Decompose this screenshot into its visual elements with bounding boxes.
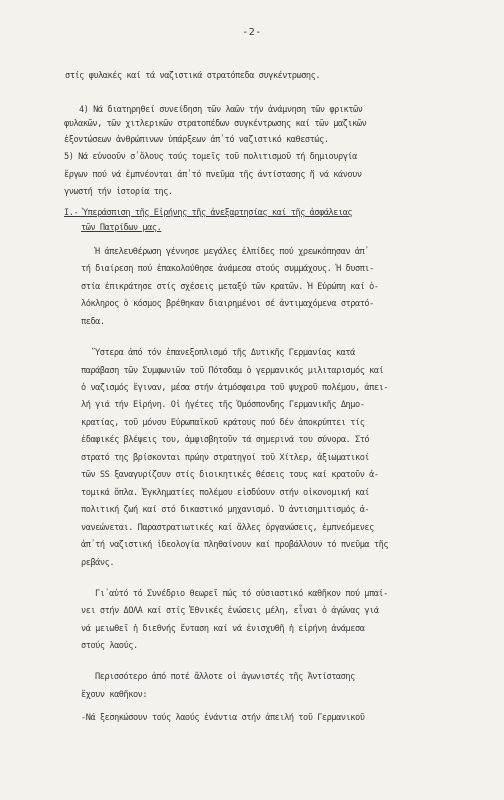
text-line: Ἡ ἀπελευθέρωση γέννησε μεγάλες ἐλπίδες πού χρεωκόπησαν ἀπ᾽	[95, 247, 369, 257]
text-line: κρατίας, τοῦ μόνου Εὐρωπαϊκοῦ κράτους πού δέν ἀποκρύπτει τίς	[81, 418, 365, 428]
text-line: στία ἐπικράτησε στίς σχέσεις μεταξύ τῶν κρατῶν. Ἡ Εὐρώπη καί ὁ-	[81, 282, 379, 292]
page-number: -2-	[242, 27, 262, 38]
text-line: φυλακῶν, τῶν χιτλερικῶν στρατοπέδων συγκέντρωσης καί τῶν μαζικῶν	[64, 119, 367, 129]
text-line: νανεώνεται. Παραστρατιωτικές καί ἄλλες ὀργανώσεις, ἐμπνεόμενες	[81, 523, 374, 533]
text-line: -Νά ξεσηκώσουν τούς λαούς ἐνάντια στήν ἀπειλή τοῦ Γερμανικοῦ	[81, 713, 365, 723]
text-line: τή διαίρεση πού ἐπακολούθησε ἀνάμεσα στούς συμμάχους. Ἡ δυσπι-	[81, 264, 374, 274]
text-line: νει στήν ΔΟΛΑ καί στίς Ἐθνικές ἑνώσεις μέλη, εἶναι ὁ ἀγώνας γιά	[81, 606, 379, 616]
text-line: 4) Νά διατηρηθεί συνείδηση τῶν λαῶν τήν ἀνάμνηση τῶν φρικτῶν	[79, 105, 363, 115]
text-line: λόκληρος ὁ κόσμος βρέθηκαν διαιρημένοι σέ ἀντιμαχόμενα στρατό-	[81, 299, 374, 309]
text-line: λή γιά τήν Εἰρήνη. Οἱ ἡγέτες τῆς Ὁμόσπονδης Γερμανικῆς Δημο-	[81, 400, 365, 410]
text-line: ἐδαφικές βλέψεις του, ἀμφισβητοῦν τά σημερινά του σύνορα. Στό	[81, 435, 370, 445]
section-heading: Ι.- Ὑπεράσπιση τῆς Εἰρήνης τῆς ἀνεξαρτησίας καί τῆς ἀσφάλειας	[64, 208, 353, 218]
text-line: Περισσότερο ἀπό ποτέ ἄλλοτε οἱ ἀγωνιστές τῆς Ἀντίστασης	[95, 672, 355, 682]
section-heading: τῶν Πατρίδων μας.	[81, 223, 162, 233]
text-line: παράβαση τῶν Συμφωνιῶν τοῦ Πότσδαμ ὁ γερμανικός μιλιταρισμός καί	[81, 366, 384, 376]
text-line: ὁ ναζισμός ἔγιναν, μέσα στήν ἀτμόσφαιρα τοῦ ψυχροῦ πολέμου, ἀπει-	[81, 383, 389, 393]
text-line: στίς φυλακές καί τά ναζιστικά στρατόπεδα συγκέντρωσης.	[65, 71, 321, 81]
text-line: στρατό της βρίσκονται πρώην στρατηγοί τοῦ Χίτλερ, ἀξιωματικοί	[81, 453, 370, 463]
text-line: 5) Νά εὐνοοῦν σ᾽ὅλους τούς τομεῖς τοῦ πολιτισμοῦ τή δημιουργία	[64, 152, 357, 162]
text-line: γνωστή τήν ἱστορία της.	[64, 187, 173, 197]
text-line: ἔργων πού νά ἐμπνέονται ἀπ᾽τό πνεῦμα τῆς ἀντίστασης ἤ νά κάνουν	[64, 170, 362, 180]
text-line: Γι᾽αὐτό τό Συνέδριο θεωρεῖ πώς τό οὐσιαστικό καθῆκον πού μπαί-	[95, 589, 388, 599]
text-line: πεδα.	[81, 317, 105, 327]
text-line: στούς λαούς.	[81, 641, 138, 651]
text-line: τομικά ὅπλα. Ἐγκληματίες πολέμου εἰσδύουν στήν οἰκονομική καί	[81, 488, 370, 498]
text-line: ρεβάνς.	[81, 558, 115, 568]
text-line: ἐξοντώσεων ἀνθρώπινων ὑπάρξεων ἀπ᾽τό ναζιστικό καθεστώς.	[64, 135, 329, 145]
text-line: ἔχουν καθῆκον:	[81, 690, 148, 700]
text-line: νά μειωθεῖ ἡ διεθνής ἔνταση καί νά ἐνισχυθῆ ἡ εἰρήνη ἀνάμεσα	[81, 624, 365, 634]
text-line: πολιτική ζωή καί στό δικαστικό μηχανισμό. Ὁ ἀντισημιτισμός ἀ-	[81, 505, 370, 515]
text-line: Ὕστερα ἀπό τόν ἐπανεξοπλισμό τῆς Δυτικῆς Γερμανίας κατά	[95, 348, 355, 358]
text-line: ἀπ᾽τή ναζιστική ἰδεολογία πληθαίνουν καί προβάλλουν τό πνεῦμα τῆς	[81, 540, 389, 550]
text-line: τῶν SS ξαναγυρίζουν στίς διοικητικές θέσεις τους καί κρατοῦν ἀ-	[81, 470, 379, 480]
